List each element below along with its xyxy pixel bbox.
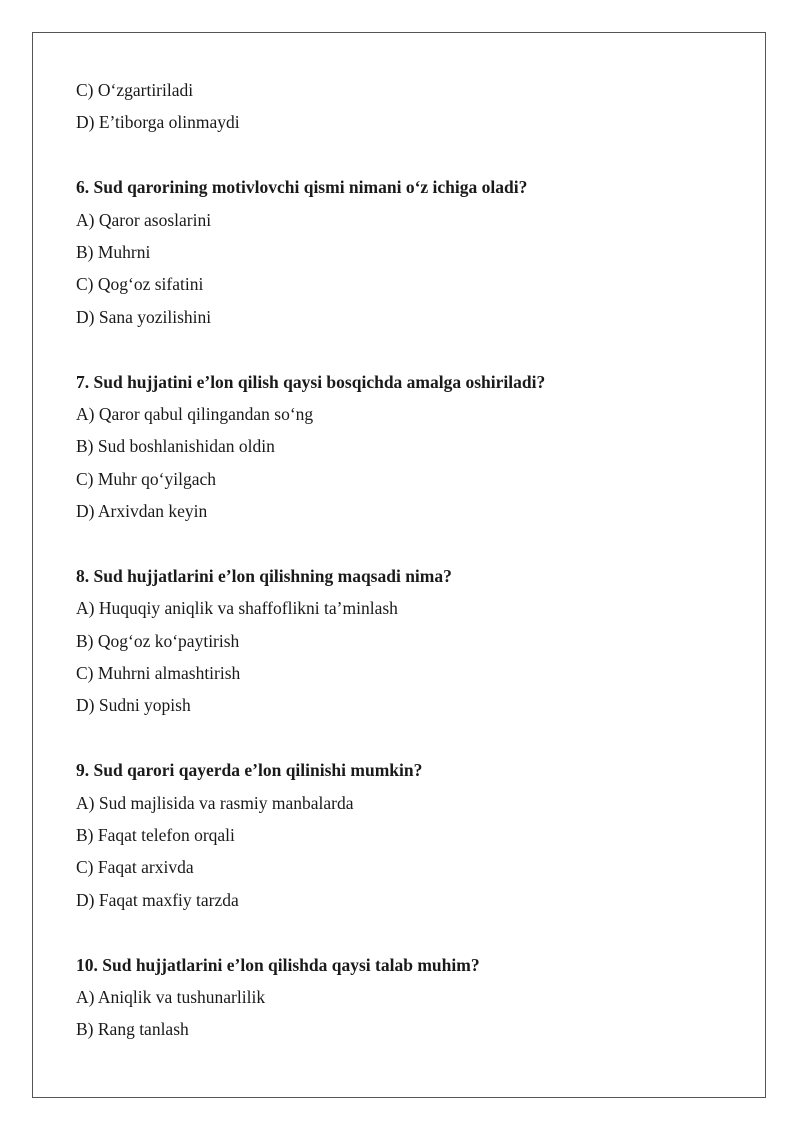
option-text: D) Sudni yopish [76, 695, 191, 716]
option-text: A) Sud majlisida va rasmiy manbalarda [76, 792, 354, 813]
option-text: B) Sud boshlanishidan oldin [76, 436, 275, 457]
option-text: A) Qaror qabul qilingandan so‘ng [76, 403, 314, 424]
spacer [76, 527, 736, 559]
option-text: C) Qog‘oz sifatini [76, 274, 204, 295]
question-heading: 6. Sud qarorining motivlovchi qismi nimani o‘z ichiga oladi? [76, 177, 528, 198]
spacer [76, 333, 736, 365]
spacer [76, 722, 736, 754]
option-text: A) Huquqiy aniqlik va shaffoflikni ta’minlash [76, 598, 398, 619]
question-heading: 10. Sud hujjatlarini e’lon qilishda qaysi talab muhim? [76, 954, 480, 975]
option-text: B) Faqat telefon orqali [76, 824, 235, 845]
option-text: C) O‘zgartiriladi [76, 80, 194, 100]
option-text: D) Sana yozilishini [76, 306, 212, 327]
question-block [76, 754, 736, 916]
option-text: C) Faqat arxivda [76, 857, 194, 878]
option-text: B) Rang tanlash [76, 1019, 189, 1040]
option-text: C) Muhr qo‘yilgach [76, 468, 216, 489]
question-block [76, 560, 736, 722]
option-text: A) Qaror asoslarini [76, 209, 212, 230]
question-heading: 8. Sud hujjatlarini e’lon qilishning maqsadi nima? [76, 565, 452, 586]
document-content [76, 74, 736, 1046]
spacer [76, 916, 736, 948]
option-text: D) E’tiborga olinmaydi [76, 112, 240, 133]
question-heading: 9. Sud qarori qayerda e’lon qilinishi mumkin? [76, 760, 423, 781]
question-block [76, 949, 736, 1046]
question-block [76, 366, 736, 528]
option-text: D) Arxivdan keyin [76, 501, 208, 522]
question-heading: 7. Sud hujjatini e’lon qilish qaysi bosqichda amalga oshiriladi? [76, 371, 546, 392]
question-block [76, 171, 736, 333]
option-text: D) Faqat maxfiy tarzda [76, 889, 239, 910]
option-text: A) Aniqlik va tushunarlilik [76, 986, 266, 1007]
option-text: B) Qog‘oz ko‘paytirish [76, 630, 240, 651]
option-text: B) Muhrni [76, 241, 151, 262]
option-text: C) Muhrni almashtirish [76, 663, 241, 684]
spacer [76, 139, 736, 171]
